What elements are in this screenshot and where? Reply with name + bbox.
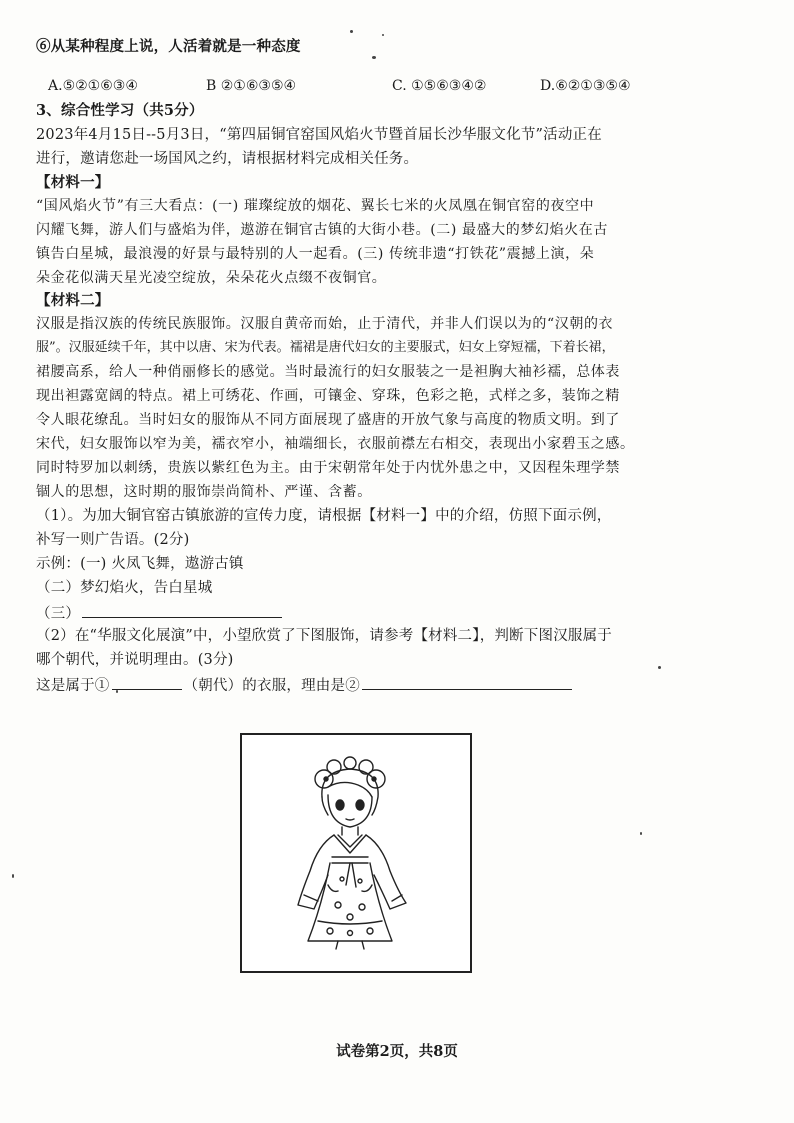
hanfu-illustration bbox=[240, 733, 472, 973]
scan-speck bbox=[116, 690, 118, 693]
option-c-label: C. bbox=[392, 78, 407, 94]
question-1-line-2: 补写一则广告语。(2分) bbox=[36, 532, 190, 548]
material1-line-4: 朵金花似满天星光凌空绽放，朵朵花火点缀不夜铜官。 bbox=[36, 270, 387, 286]
option-c[interactable] bbox=[392, 76, 486, 96]
option-d[interactable] bbox=[540, 76, 631, 96]
example-three-label: （三） bbox=[36, 606, 81, 622]
option-c-value: ①⑤⑥③④② bbox=[411, 78, 487, 94]
material1-line-2: 闪耀飞舞，游人们与盛焰为伴，遨游在铜官古镇的大街小巷。(二) 最盛大的梦幻焰火在古 bbox=[36, 222, 608, 238]
option-a-label: A. bbox=[48, 78, 63, 94]
scan-speck bbox=[382, 34, 384, 36]
example-three-row bbox=[36, 601, 284, 625]
material2-heading: 【材料二】 bbox=[36, 292, 110, 309]
example-one: 示例：(一) 火凤飞舞，遨游古镇 bbox=[36, 556, 244, 572]
option-a[interactable] bbox=[48, 76, 138, 96]
page-footer: 试卷第2页，共8页 bbox=[336, 1043, 458, 1060]
material2-line-3: 裙腰高系，给人一种俏丽修长的感觉。当时最流行的妇女服装之一是袒胸大袖衫襦，总体表 bbox=[36, 364, 620, 380]
material1-heading: 【材料一】 bbox=[36, 174, 110, 191]
material1-line-3: 镇告白星城，最浪漫的好景与最特别的人一起看。(三) 传统非遗“打铁花”震撼上演，朵 bbox=[36, 246, 595, 262]
scan-speck bbox=[640, 832, 642, 835]
question-2-line-2: 哪个朝代，并说明理由。(3分) bbox=[36, 652, 234, 668]
example-two: （二）梦幻焰火，告白星城 bbox=[36, 580, 213, 596]
answer-row bbox=[36, 673, 574, 697]
material2-line-4: 现出袒露宽阔的特点。裙上可绣花、作画，可镶金、穿珠，色彩之艳，式样之多，装饰之精 bbox=[36, 388, 620, 404]
hanfu-girl-drawing bbox=[242, 735, 470, 971]
question-1-line-1: （1）。为加大铜官窑古镇旅游的宣传力度，请根据【材料一】中的介绍，仿照下面示例， bbox=[36, 508, 612, 524]
material1-line-1: “国风焰火节”有三大看点：(一) 璀璨绽放的烟花、翼长七米的火凤凰在铜官窑的夜空中 bbox=[36, 198, 595, 214]
material2-line-6: 宋代，妇女服饰以窄为美，襦衣窄小，袖端细长，衣服前襟左右相交，表现出小家碧玉之感。 bbox=[36, 436, 635, 452]
option-b-label: B bbox=[206, 78, 217, 94]
option-d-label: D. bbox=[540, 78, 556, 94]
option-b[interactable] bbox=[206, 76, 296, 96]
question-2-line-1: （2）在“华服文化展演”中，小望欣赏了下图服饰，请参考【材料二】，判断下图汉服属于 bbox=[36, 628, 612, 644]
option-b-value: ②①⑥③⑤④ bbox=[220, 78, 297, 94]
material2-line-5: 令人眼花缭乱。当时妇女的服饰从不同方面展现了盛唐的开放气象与高度的物质文明。到了 bbox=[36, 412, 620, 428]
material2-line-8: 锢人的思想，这时期的服饰崇尚简朴、严谨、含蓄。 bbox=[36, 484, 372, 500]
material2-line-7: 同时特罗加以刺绣，贵族以紫红色为主。由于宋朝常年处于内忧外患之中，又因程朱理学禁 bbox=[36, 460, 620, 476]
material2-line-1: 汉服是指汉族的传统民族服饰。汉服自黄帝而始，止于清代，并非人们误以为的“汉朝的衣 bbox=[36, 316, 614, 332]
section-title: 3、综合性学习（共5分） bbox=[36, 102, 204, 119]
answer-blank-reason[interactable] bbox=[362, 673, 572, 690]
answer-blank-dynasty[interactable] bbox=[112, 673, 182, 690]
material2-line-2: 服”。汉服延续千年，其中以唐、宋为代表。襦裙是唐代妇女的主要服式，妇女上穿短襦，下着长裙， bbox=[36, 340, 615, 355]
option-d-value: ⑥②①③⑤④ bbox=[555, 78, 631, 94]
answer-prefix: 这是属于① bbox=[36, 678, 110, 694]
top-line: ⑥从某种程度上说，人活着就是一种态度 bbox=[36, 38, 301, 55]
answer-middle: （朝代）的衣服，理由是② bbox=[183, 678, 360, 694]
scan-speck bbox=[372, 56, 376, 59]
scan-speck bbox=[658, 666, 661, 669]
option-a-value: ⑤②①⑥③④ bbox=[62, 78, 138, 94]
scan-speck bbox=[12, 874, 14, 878]
answer-blank-three[interactable] bbox=[82, 601, 282, 618]
intro-line-1: 2023年4月15日--5月3日，“第四届铜官窑国风焰火节暨首届长沙华服文化节”活动正在 bbox=[36, 127, 602, 143]
scan-speck bbox=[350, 30, 353, 33]
intro-line-2: 进行，邀请您赴一场国风之约，请根据材料完成相关任务。 bbox=[36, 151, 419, 167]
